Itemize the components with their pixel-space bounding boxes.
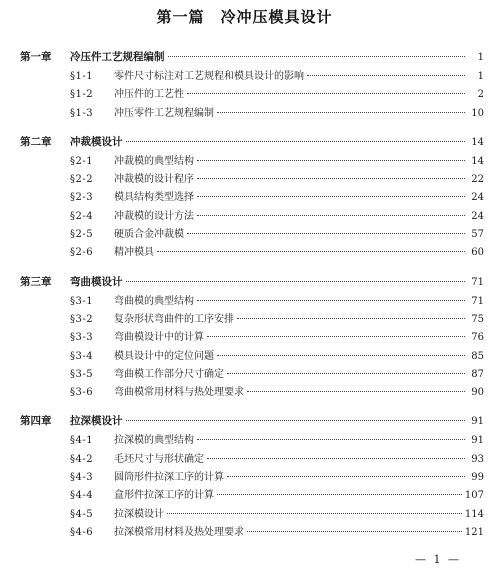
chapter-4-heading[interactable]: [20, 410, 484, 432]
page-number: 14: [471, 155, 484, 167]
section-title: 弯曲模工作部分尺寸确定: [114, 368, 224, 380]
section-number: §2-1: [70, 155, 94, 167]
page-number: 57: [471, 229, 484, 241]
toc-entry[interactable]: [20, 384, 484, 402]
dot-leader: [126, 141, 466, 142]
section-number: §1-2: [70, 89, 94, 101]
dot-leader: [187, 93, 465, 94]
part-title: 第一篇 冷冲压模具设计: [156, 8, 333, 26]
dot-leader: [207, 458, 465, 459]
dot-leader: [217, 355, 465, 356]
section-title: 冲裁模的设计程序: [114, 174, 194, 186]
section-number: §2-4: [70, 210, 94, 222]
chapter-title: 冷压件工艺规程编制: [70, 51, 165, 63]
page-number: 87: [471, 368, 484, 380]
dot-leader: [126, 281, 466, 282]
dot-leader: [197, 439, 465, 440]
section-title: 硬质合金冲裁模: [114, 229, 184, 241]
toc-entry[interactable]: [20, 226, 484, 244]
dot-leader: [307, 75, 465, 76]
section-title: 模具结构类型选择: [114, 192, 194, 204]
section-number: §3-4: [70, 350, 94, 362]
toc-entry[interactable]: [20, 189, 484, 207]
dot-leader: [167, 513, 462, 514]
page-number: 91: [471, 435, 484, 447]
page-folio: — 1 —: [415, 553, 461, 566]
section-title: 模具设计中的定位问题: [114, 350, 214, 362]
page-number: 121: [464, 526, 484, 538]
dot-leader: [168, 56, 466, 57]
section-title: 弯曲模常用材料与热处理要求: [114, 387, 244, 399]
dot-leader: [247, 391, 465, 392]
dot-leader: [217, 494, 462, 495]
dot-leader: [217, 112, 465, 113]
toc-entry[interactable]: [20, 86, 484, 104]
page-number: 71: [471, 276, 484, 288]
chapter-2-heading[interactable]: [20, 131, 484, 153]
page-number: 93: [471, 453, 484, 465]
toc-entry[interactable]: [20, 105, 484, 123]
dot-leader: [126, 420, 466, 421]
page-number: 71: [471, 295, 484, 307]
toc-entry[interactable]: [20, 329, 484, 347]
dot-leader: [247, 531, 462, 532]
section-number: §4-2: [70, 453, 94, 465]
toc-entry[interactable]: [20, 469, 484, 487]
chapter-title: 弯曲模设计: [70, 275, 123, 288]
section-number: §3-6: [70, 387, 94, 399]
section-title: 弯曲模的典型结构: [114, 295, 194, 307]
section-number: §4-4: [70, 490, 94, 502]
section-number: §2-3: [70, 192, 94, 204]
section-title: 拉深模的典型结构: [114, 435, 194, 447]
section-number: §2-6: [70, 247, 94, 259]
section-title: 精冲模具: [114, 247, 154, 259]
section-number: §3-1: [70, 295, 94, 307]
page-number: 10: [471, 107, 484, 119]
page-number: 76: [471, 332, 484, 344]
toc-entry[interactable]: [20, 432, 484, 450]
chapter-number: 第三章: [20, 275, 52, 288]
chapter-title: 拉深模设计: [70, 415, 123, 428]
toc-entry[interactable]: [20, 524, 484, 542]
section-title: 冲压件的工艺性: [114, 89, 184, 101]
dot-leader: [237, 318, 465, 319]
section-title: 盒形件拉深工序的计算: [114, 490, 214, 502]
section-number: §4-5: [70, 508, 94, 520]
section-number: §3-5: [70, 368, 94, 380]
section-number: §3-3: [70, 332, 94, 344]
chapter-3-heading[interactable]: [20, 271, 484, 293]
toc-entry[interactable]: [20, 348, 484, 366]
dot-leader: [197, 300, 465, 301]
page-number: 1: [477, 52, 484, 63]
page-number: 75: [471, 313, 484, 325]
section-title: 冲压零件工艺规程编制: [114, 107, 214, 119]
toc-entry[interactable]: [20, 366, 484, 384]
page-number: 91: [471, 416, 484, 428]
section-title: 冲裁模的设计方法: [114, 210, 194, 222]
section-title: 冲裁模的典型结构: [114, 155, 194, 167]
toc-entry[interactable]: [20, 153, 484, 171]
chapter-number: 第一章: [20, 51, 52, 63]
page-number: 2: [477, 89, 484, 101]
table-of-contents: [20, 46, 484, 542]
dot-leader: [207, 336, 465, 337]
page-number: 114: [464, 508, 484, 520]
section-number: §4-6: [70, 526, 94, 538]
dot-leader: [227, 476, 465, 477]
chapter-title: 冲裁模设计: [70, 135, 123, 148]
toc-entry[interactable]: [20, 244, 484, 262]
dot-leader: [197, 160, 465, 161]
section-number: §2-5: [70, 229, 94, 241]
page-number: 85: [471, 350, 484, 362]
page-number: 90: [471, 387, 484, 399]
dot-leader: [197, 196, 465, 197]
section-title: 复杂形状弯曲件的工序安排: [114, 313, 234, 325]
toc-entry[interactable]: [20, 311, 484, 329]
toc-entry[interactable]: [20, 208, 484, 226]
section-number: §4-3: [70, 472, 94, 484]
page-number: 14: [471, 136, 484, 148]
dot-leader: [227, 373, 465, 374]
page-number: 24: [471, 192, 484, 204]
section-number: §2-2: [70, 174, 94, 186]
chapter-number: 第四章: [20, 415, 52, 428]
dot-leader: [197, 215, 465, 216]
section-title: 圆筒形件拉深工序的计算: [114, 472, 224, 484]
section-title: 拉深模设计: [114, 508, 164, 520]
page-number: 60: [471, 247, 484, 259]
toc-entry[interactable]: [20, 68, 484, 86]
page-number: 1: [477, 71, 484, 82]
toc-entry[interactable]: [20, 487, 484, 505]
section-title: 弯曲模设计中的计算: [114, 332, 204, 344]
section-number: §1-1: [70, 71, 94, 82]
section-number: §4-1: [70, 435, 94, 447]
page-number: 22: [471, 174, 484, 186]
dot-leader: [187, 233, 465, 234]
section-number: §3-2: [70, 313, 94, 325]
section-title: 零件尺寸标注对工艺规程和模具设计的影响: [114, 71, 304, 82]
dot-leader: [197, 178, 465, 179]
page-number: 99: [471, 472, 484, 484]
toc-entry[interactable]: [20, 506, 484, 524]
chapter-1-heading[interactable]: [20, 46, 484, 68]
page-number: 24: [471, 210, 484, 222]
section-number: §1-3: [70, 107, 94, 119]
section-title: 毛坯尺寸与形状确定: [114, 453, 204, 465]
chapter-number: 第二章: [20, 135, 52, 148]
toc-entry[interactable]: [20, 451, 484, 469]
dot-leader: [157, 251, 465, 252]
toc-entry[interactable]: [20, 171, 484, 189]
section-title: 拉深模常用材料及热处理要求: [114, 526, 244, 538]
page-number: 107: [464, 490, 484, 502]
toc-entry[interactable]: [20, 293, 484, 311]
